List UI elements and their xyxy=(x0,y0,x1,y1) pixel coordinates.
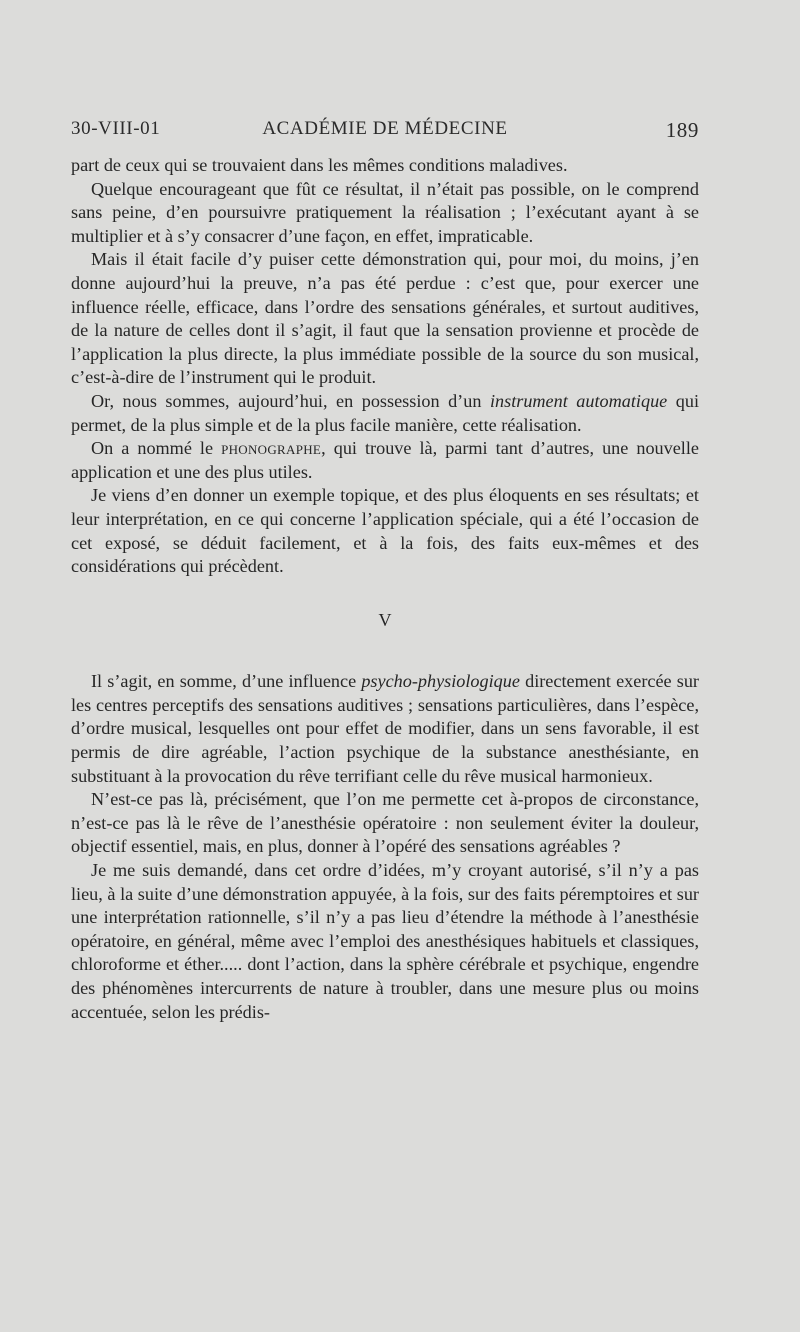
paragraph: Mais il était facile d’y puiser cette démonstration qui, pour moi, du moins, j’en donne aujourd’hui la preuve, n’a pas été perdue : c’est que, pour exercer une influence réelle, efficace, dans l’ordre des sensations générales, et surtout auditives, de la nature de celles dont il s’agit, il faut que la sensation provienne et procède de l’application la plus directe, la plus immédiate possible de la source du son musical, c’est-à-dire de l’instrument qui le produit. xyxy=(71,249,699,388)
text-run: , qui trouve là, parmi tant d’autres, une nouvelle application et une des plus utiles. xyxy=(71,438,699,482)
text-run: On a nommé le xyxy=(91,438,222,459)
text-run: directement exercée sur les centres perceptifs des sensations auditives ; sensations particulières, dans l’espèce, d’ordre musical, lesquelles ont pour effet de modifier, dans un sens favorable, il est permis de dire agréable, l’action psychique de la substance anesthésiante, en substituant à la provocation du rêve terrifiant celle du rêve musical harmonieux. xyxy=(71,671,699,786)
paragraph: Je me suis demandé, dans cet ordre d’idées, m’y croyant autorisé, s’il n’y a pas lieu, à la suite d’une démonstration appuyée, à la fois, sur des faits péremptoires et sur une interprétation rationnelle, s’il n’y a pas lieu d’étendre la méthode à l’anesthésie opératoire, en général, même avec l’emploi des anesthésiques habituels et classiques, chloroforme et éther..... dont l’action, dans la sphère cérébrale et psychique, engendre des phénomènes intercurrents de nature à troubler, dans une mesure plus ou moins accentuée, selon les prédis- xyxy=(71,860,699,1022)
paragraph-continuation: part de ceux qui se trouvaient dans les mêmes conditions maladives. xyxy=(71,155,568,175)
text-run: Or, nous sommes, aujourd’hui, en possession d’un xyxy=(91,390,490,411)
page-number: 189 xyxy=(665,118,699,142)
italic-term: instrument automatique xyxy=(489,390,668,411)
header-date: 30-VIII-01 xyxy=(71,118,161,139)
running-header xyxy=(71,118,699,148)
text-run: qui permet, de la plus simple et de la plus facile manière, cette réalisation. xyxy=(71,390,700,435)
paragraph: N’est-ce pas là, précisément, que l’on me permette cet à-propos de circonstance, n’est-ce pas là le rêve de l’anesthésie opératoire : non seulement éviter la douleur, objectif essentiel, mais, en plus, donner à l’opéré des sensations agréables ? xyxy=(71,789,699,857)
body-text xyxy=(71,154,699,1024)
italic-term: psycho-physiologique xyxy=(361,671,520,692)
paragraph: Je viens d’en donner un exemple topique, et des plus éloquents en ses résultats; et leur interprétation, en ce qui concerne l’application spéciale, qui a été l’occasion de cet exposé, se déduit facilement, et à la fois, des faits eux-mêmes et des considérations qui précèdent. xyxy=(71,485,699,577)
paragraph xyxy=(71,390,699,437)
header-title: ACADÉMIE DE MÉDECINE xyxy=(262,118,508,139)
paragraph: Quelque encourageant que fût ce résultat, il n’était pas possible, on le comprend sans peine, d’en poursuivre pratiquement la réalisation ; l’exécutant ayant à se multiplier et à s’y consacrer d’une façon, en effet, impraticable. xyxy=(71,178,699,246)
section-heading: V xyxy=(378,609,392,630)
text-run: Il s’agit, en somme, d’une influence xyxy=(91,671,362,692)
small-caps-term: phonographe xyxy=(221,438,322,459)
paragraph xyxy=(71,437,699,484)
paragraph xyxy=(71,670,699,788)
